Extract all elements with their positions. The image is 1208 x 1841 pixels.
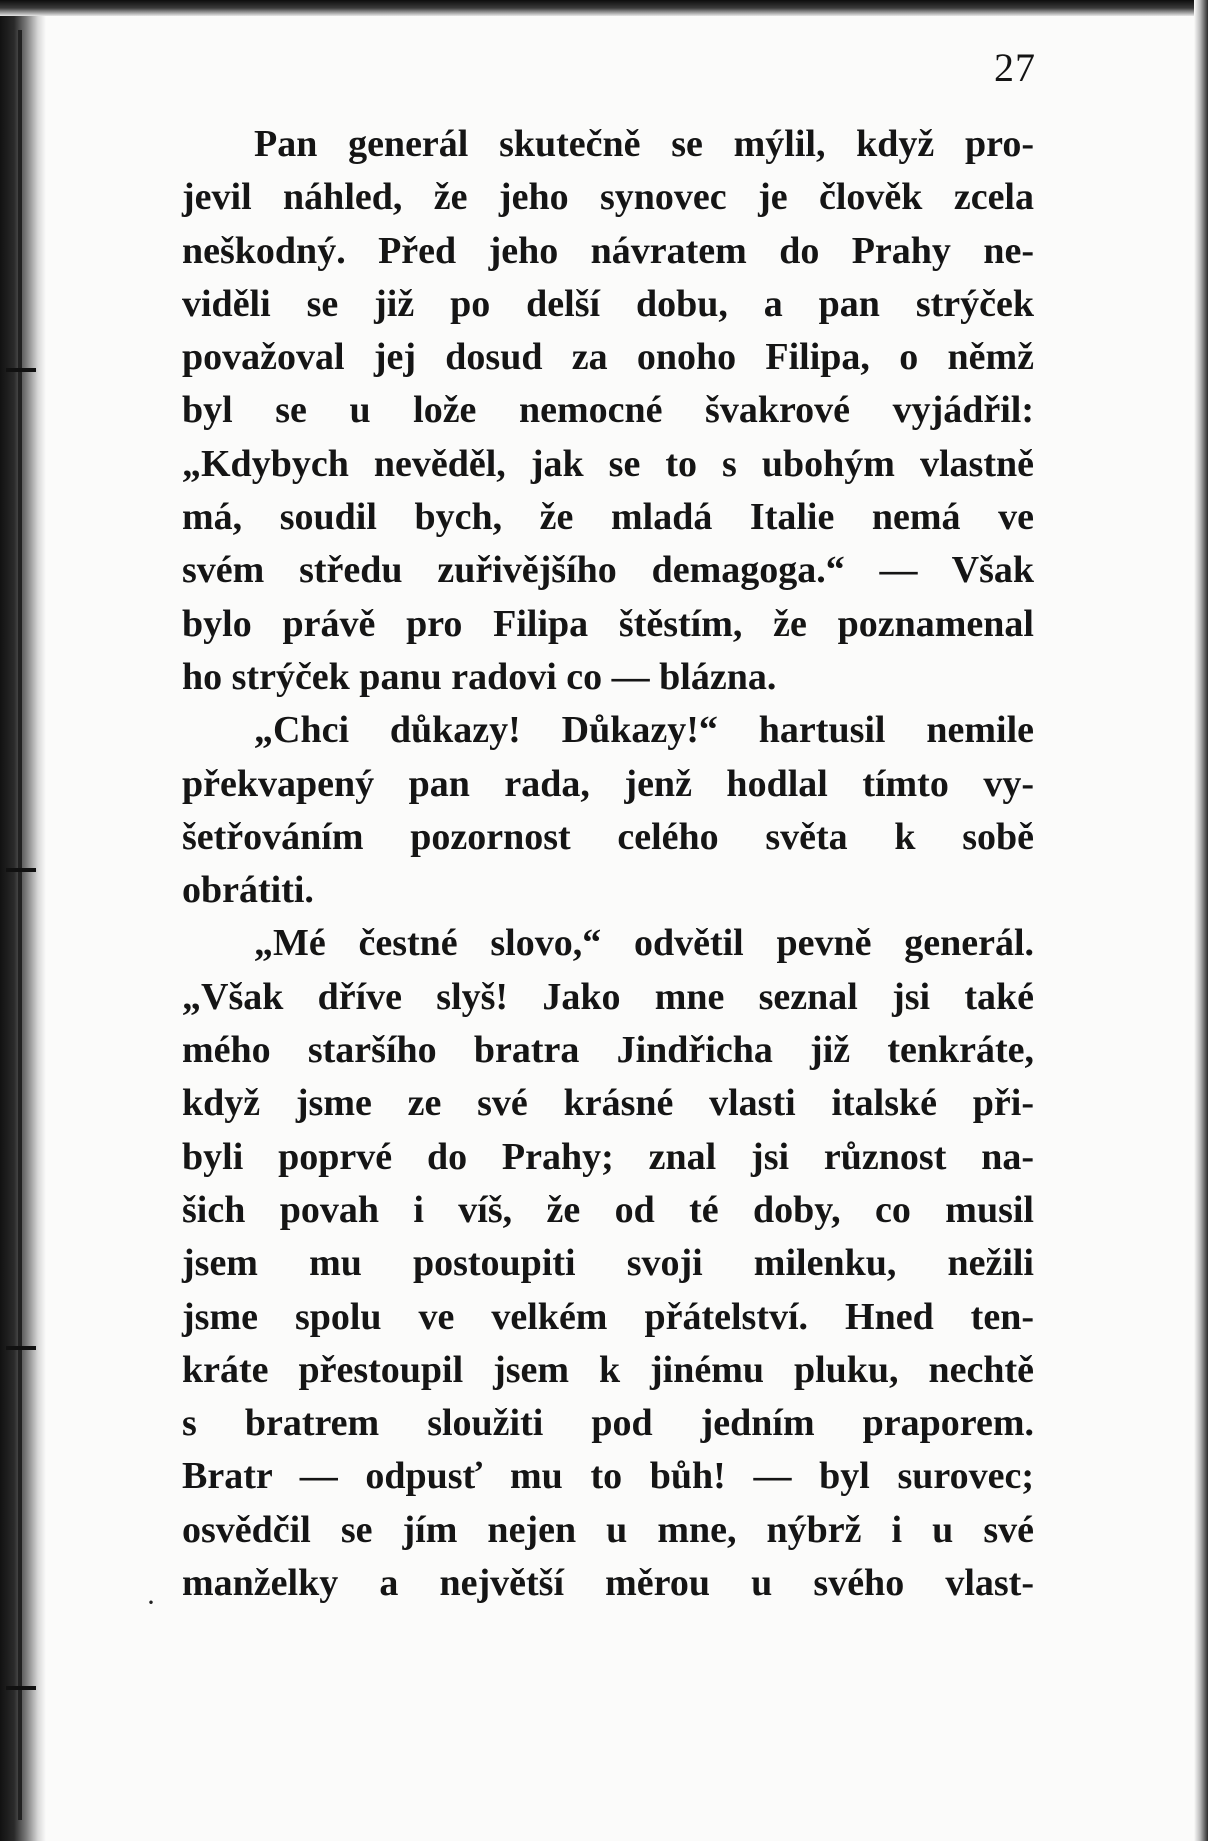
text-line: šich povah i víš, že od té doby, co musil <box>182 1188 1034 1231</box>
page-top-edge <box>0 0 1208 16</box>
text-line: šetřováním pozornost celého světa k sobě <box>182 815 1034 858</box>
page-right-edge <box>1194 0 1208 1841</box>
text-line: „Chci důkazy! Důkazy!“ hartusil nemile <box>254 709 1034 752</box>
text-line: „Však dříve slyš! Jako mne seznal jsi také <box>182 975 1034 1018</box>
page-binding-edge <box>0 0 46 1841</box>
text-line: ho strýček panu radovi co — blázna. <box>182 655 777 698</box>
text-line: neškodný. Před jeho návratem do Prahy ne- <box>182 229 1034 272</box>
binding-mark <box>6 1346 36 1350</box>
text-line: „Kdybych nevěděl, jak se to s ubohým vlastně <box>182 442 1034 485</box>
text-line: Pan generál skutečně se mýlil, když pro- <box>254 123 1034 165</box>
text-line: považoval jej dosud za onoho Filipa, o němž <box>182 336 1034 379</box>
text-line: s bratrem sloužiti pod jedním praporem. <box>182 1402 1034 1445</box>
text-line: bylo právě pro Filipa štěstím, že poznamenal <box>182 602 1034 645</box>
text-line: jsme spolu ve velkém přátelství. Hned ten- <box>182 1295 1034 1338</box>
text-line: má, soudil bych, že mladá Italie nemá ve <box>182 496 1034 539</box>
text-line: jsem mu postoupiti svoji milenku, nežili <box>182 1242 1034 1285</box>
text-line: byli poprvé do Prahy; znal jsi různost na- <box>182 1135 1034 1178</box>
binding-line <box>18 30 22 1820</box>
body-text <box>182 118 1034 1610</box>
text-line: svém středu zuřivějšího demagoga.“ — Však <box>182 549 1034 592</box>
text-line: „Mé čestné slovo,“ odvětil pevně generál. <box>254 922 1034 965</box>
text-line: překvapený pan rada, jenž hodlal tímto vy- <box>182 762 1034 805</box>
text-line: osvědčil se jím nejen u mne, nýbrž i u své <box>182 1508 1034 1551</box>
binding-mark <box>6 1686 36 1690</box>
text-line: mého staršího bratra Jindřicha již tenkráte, <box>182 1029 1034 1072</box>
text-line: Bratr — odpusť mu to bůh! — byl surovec; <box>182 1455 1034 1498</box>
text-line: viděli se již po delší dobu, a pan strýček <box>182 282 1034 325</box>
binding-mark <box>6 868 36 872</box>
binding-mark <box>6 368 36 372</box>
text-line: byl se u lože nemocné švakrové vyjádřil: <box>182 389 1034 432</box>
text-line: kráte přestoupil jsem k jinému pluku, nechtě <box>182 1348 1034 1391</box>
text-line: když jsme ze své krásné vlasti italské při- <box>182 1082 1034 1125</box>
text-line: jevil náhled, že jeho synovec je člověk zcela <box>182 176 1034 219</box>
text-line: manželky a největší měrou u svého vlast- <box>182 1562 1034 1605</box>
margin-mark: · <box>146 1586 156 1619</box>
text-line: obrátiti. <box>182 869 314 912</box>
page-number: 27 <box>994 45 1036 90</box>
